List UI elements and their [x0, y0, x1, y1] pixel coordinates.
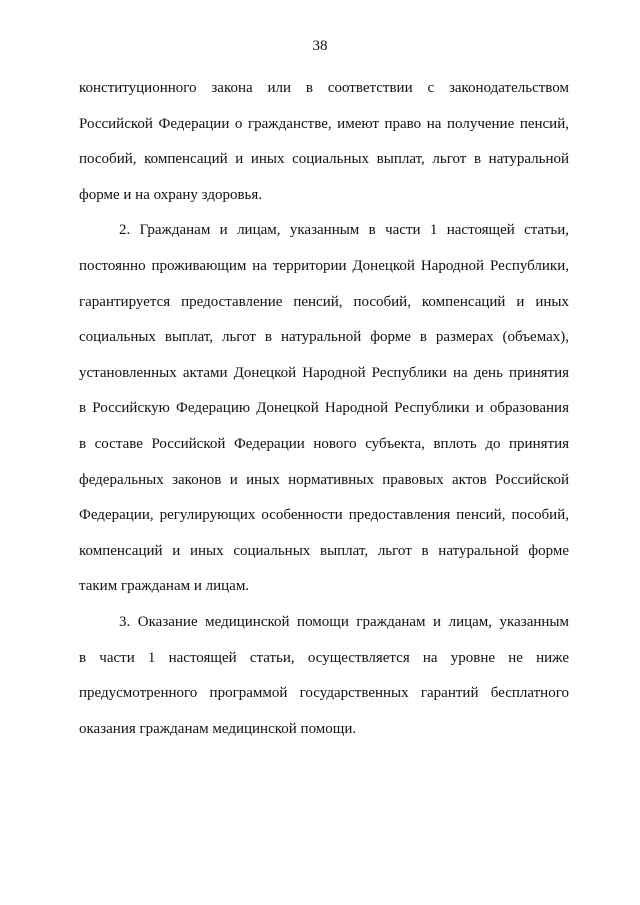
text-line: в Российскую Федерацию Донецкой Народной Республики и образования	[79, 400, 569, 417]
text-line: постоянно проживающим на территории Донецкой Народной Республики,	[79, 257, 569, 274]
text-line: 3. Оказание медицинской помощи гражданам и лицам, указанным	[119, 613, 569, 630]
text-line: конституционного закона или в соответствии с законодательством	[79, 80, 569, 96]
text-line: пособий, компенсаций и иных социальных выплат, льгот в натуральной	[79, 151, 569, 168]
document-body	[79, 71, 569, 747]
text-line: Российской Федерации о гражданстве, имеют право на получение пенсий,	[79, 115, 569, 132]
text-line: компенсаций и иных социальных выплат, льгот в натуральной форме	[79, 542, 569, 559]
text-line: федеральных законов и иных нормативных правовых актов Российской	[79, 471, 569, 488]
text-line: форме и на охрану здоровья.	[79, 186, 263, 203]
paragraph-1	[79, 71, 569, 213]
text-line: гарантируется предоставление пенсий, пособий, компенсаций и иных	[79, 293, 569, 310]
text-line: предусмотренного программой государственных гарантий бесплатного	[79, 685, 569, 702]
text-line: 2. Гражданам и лицам, указанным в части 1 настоящей статьи,	[119, 222, 569, 239]
text-line: социальных выплат, льгот в натуральной форме в размерах (объемах),	[79, 329, 569, 346]
text-line: оказания гражданам медицинской помощи.	[79, 720, 357, 737]
paragraph-2	[79, 213, 569, 605]
text-line: в части 1 настоящей статьи, осуществляется на уровне не ниже	[79, 649, 569, 666]
paragraph-3	[79, 605, 569, 747]
text-line: таким гражданам и лицам.	[79, 578, 250, 595]
text-line: в составе Российской Федерации нового субъекта, вплоть до принятия	[79, 435, 569, 452]
page-number: 38	[312, 38, 328, 54]
text-line: Федерации, регулирующих особенности предоставления пенсий, пособий,	[79, 507, 569, 524]
text-line: установленных актами Донецкой Народной Республики на день принятия	[79, 364, 569, 381]
